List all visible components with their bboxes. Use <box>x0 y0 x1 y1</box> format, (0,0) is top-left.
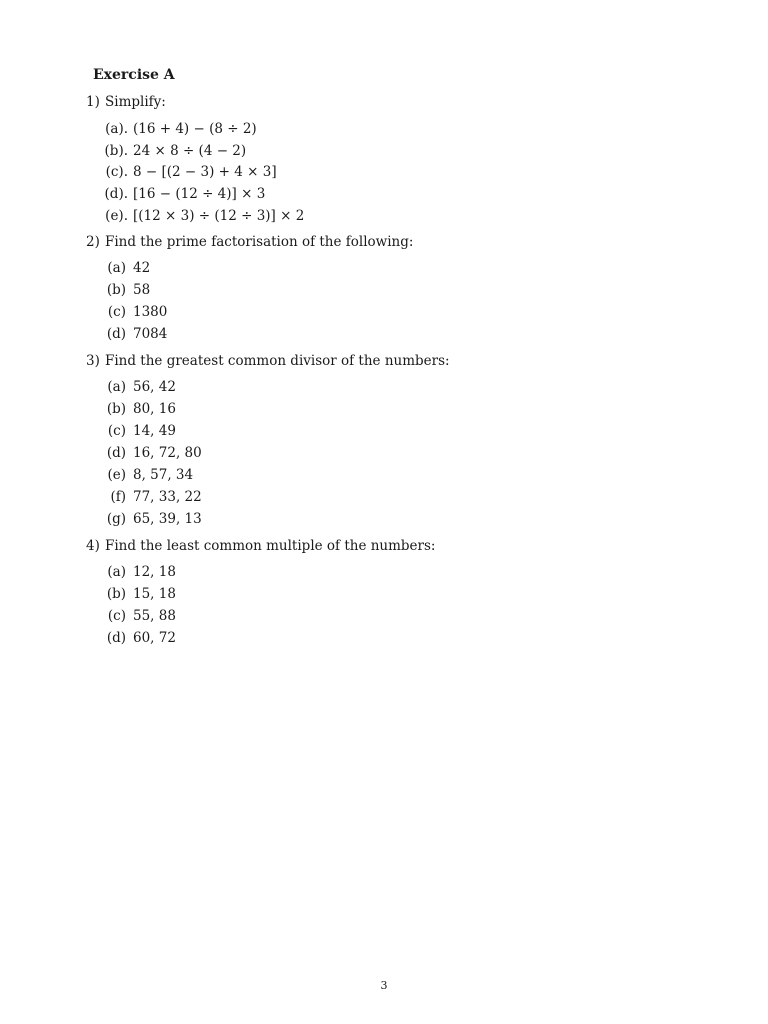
item-value: 7084 <box>133 326 168 342</box>
question-prompt: Find the greatest common divisor of the numbers: <box>105 353 450 369</box>
item-value: 56, 42 <box>133 379 176 395</box>
item-value: 58 <box>133 282 151 298</box>
page-number: 3 <box>380 979 388 992</box>
question-prompt: Simplify: <box>105 94 166 110</box>
question-number: 4) <box>86 538 100 554</box>
item-label: (f) <box>110 489 126 505</box>
item-value: 55, 88 <box>133 608 176 624</box>
item-value: 1380 <box>133 304 168 320</box>
item-expression: [(12 × 3) ÷ (12 ÷ 3)] × 2 <box>133 208 305 224</box>
item-label: (d) <box>106 326 126 342</box>
item-value: 60, 72 <box>133 630 176 646</box>
item-label: (c) <box>107 608 126 624</box>
item-label: (b). <box>104 143 128 159</box>
item-label: (b) <box>106 401 126 417</box>
item-label: (b) <box>106 586 126 602</box>
item-value: 16, 72, 80 <box>133 445 202 461</box>
item-label: (g) <box>106 511 126 527</box>
item-expression: (16 + 4) − (8 ÷ 2) <box>133 121 257 137</box>
item-label: (a). <box>105 121 128 137</box>
item-expression: [16 − (12 ÷ 4)] × 3 <box>133 186 266 202</box>
item-value: 15, 18 <box>133 586 176 602</box>
item-label: (c) <box>107 423 126 439</box>
item-expression: 24 × 8 ÷ (4 − 2) <box>133 143 247 159</box>
item-label: (d) <box>106 445 126 461</box>
item-label: (b) <box>106 282 126 298</box>
item-label: (a) <box>107 260 126 276</box>
item-value: 42 <box>133 260 151 276</box>
item-value: 8, 57, 34 <box>133 467 194 483</box>
item-label: (d). <box>104 186 128 202</box>
item-expression: 8 − [(2 − 3) + 4 × 3] <box>133 164 277 180</box>
question-number: 1) <box>86 94 100 110</box>
item-label: (a) <box>107 379 126 395</box>
exercise-title: Exercise A <box>93 67 175 83</box>
question-number: 3) <box>86 353 100 369</box>
question-prompt: Find the prime factorisation of the following: <box>105 234 414 250</box>
item-value: 65, 39, 13 <box>133 511 202 527</box>
item-label: (d) <box>106 630 126 646</box>
item-label: (c) <box>107 304 126 320</box>
item-label: (c). <box>105 164 128 180</box>
question-number: 2) <box>86 234 100 250</box>
item-label: (e) <box>107 467 126 483</box>
question-prompt: Find the least common multiple of the numbers: <box>105 538 436 554</box>
item-value: 80, 16 <box>133 401 176 417</box>
item-label: (e). <box>105 208 128 224</box>
item-value: 12, 18 <box>133 564 176 580</box>
item-label: (a) <box>107 564 126 580</box>
item-value: 14, 49 <box>133 423 176 439</box>
item-value: 77, 33, 22 <box>133 489 202 505</box>
